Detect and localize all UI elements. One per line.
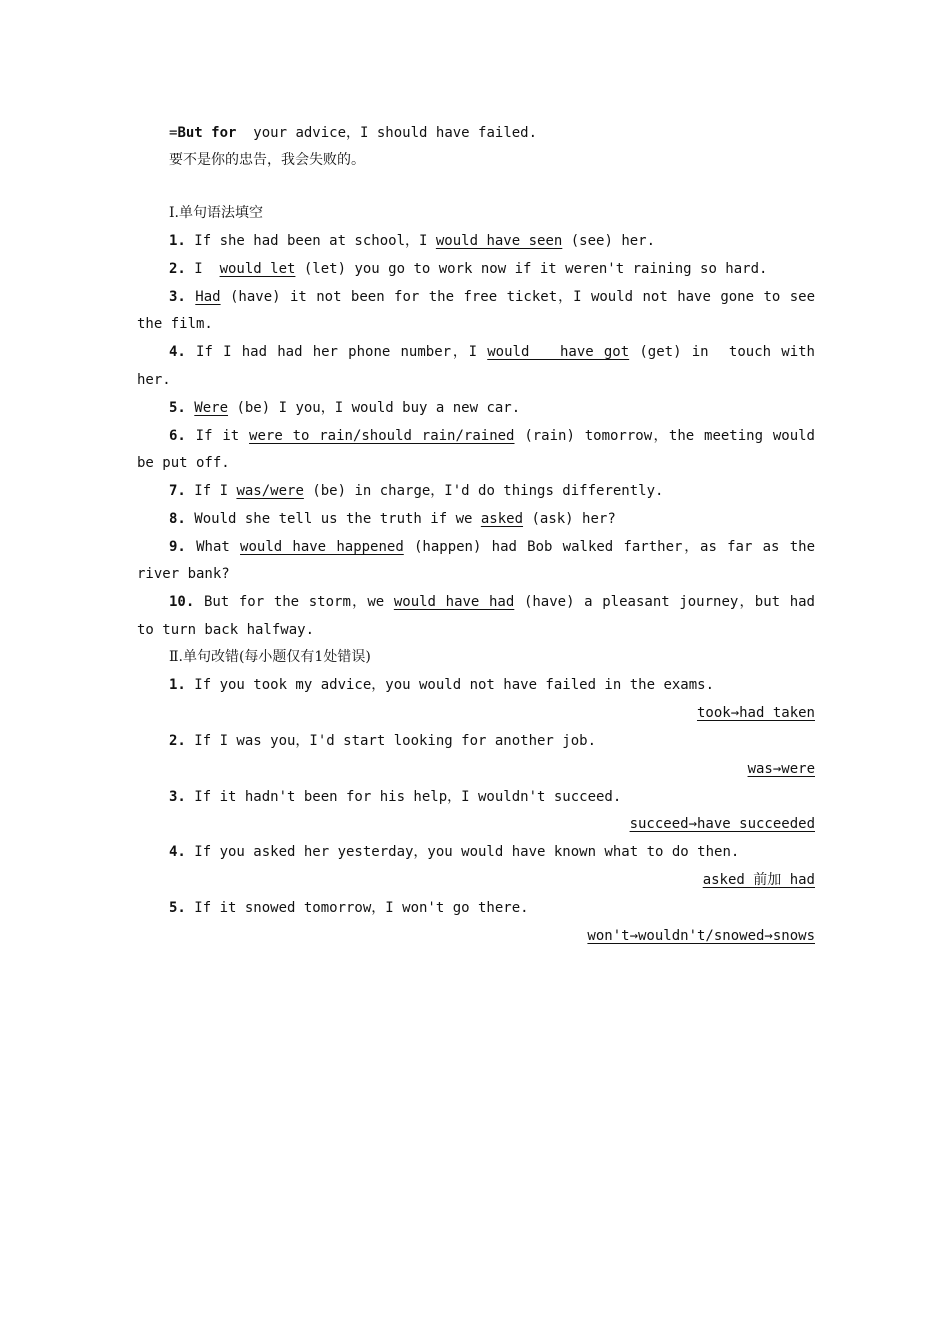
s1-item-10-continued: to turn back halfway. (137, 622, 315, 638)
s1-item-10: 10. But for the storm，we would have had (have) a pleasant journey，but had (169, 594, 815, 610)
s2-item-5-answer: won't→wouldn't/snowed→snows (587, 928, 815, 944)
s1-item-8: 8. Would she tell us the truth if we asked (ask) her? (169, 511, 616, 527)
s2-item-1-answer: took→had taken (696, 705, 815, 721)
s1-item-2: 2. I would let (let) you go to work now if it weren't raining so hard. (169, 261, 768, 277)
but-for-phrase: But for (177, 125, 237, 141)
s2-item-3: 3. If it hadn't been for his help，I wouldn't succeed. (169, 789, 622, 805)
s2-item-2-answer: was→were (747, 761, 815, 777)
s1-item-9-continued: river bank? (137, 566, 230, 582)
s1-item-4-continued: her. (137, 372, 171, 388)
s1-item-9: 9. What would have happened (happen) had Bob walked farther，as far as the (169, 539, 815, 555)
intro-chinese-translation: 要不是你的忠告，我会失败的。 (169, 152, 365, 168)
answer: would have had (393, 594, 515, 610)
intro-equivalent-sentence (169, 122, 815, 144)
s1-item-5: 5. Were (be) I you，I would buy a new car. (169, 400, 521, 416)
section-2-title: Ⅱ.单句改错(每小题仅有1处错误) (169, 649, 371, 665)
section-1-title: Ⅰ.单句语法填空 (169, 205, 263, 221)
s2-item-2: 2. If I was you，I'd start looking for another job. (169, 733, 597, 749)
s2-item-1: 1. If you took my advice，you would not have failed in the exams. (169, 677, 715, 693)
s1-item-6-continued: be put off. (137, 455, 230, 471)
s1-item-1: 1. If she had been at school，I would have seen (see) her. (169, 233, 656, 249)
answer: asked (480, 511, 524, 527)
answer: would let (219, 261, 296, 277)
answer: would have got (487, 344, 630, 360)
s1-item-3: 3. Had (have) it not been for the free ticket，I would not have gone to see (169, 289, 815, 305)
s2-item-3-answer: succeed→have succeeded (629, 816, 815, 832)
s2-item-5: 5. If it snowed tomorrow，I won't go there. (169, 900, 529, 916)
answer: Had (195, 289, 221, 305)
answer: would have seen (435, 233, 563, 249)
answer: would have happened (240, 539, 404, 555)
s1-item-4: 4. If I had had her phone number，I would have got (get) in touch with (169, 344, 815, 360)
answer: Were (194, 400, 229, 416)
s1-item-3-continued: the film. (137, 316, 213, 332)
s2-item-4: 4. If you asked her yesterday，you would have known what to do then. (169, 844, 740, 860)
equals-sign: = (169, 125, 178, 141)
s2-item-4-answer: asked 前加 had (702, 872, 815, 888)
answer: were to rain/should rain/rained (249, 428, 515, 444)
s1-item-6: 6. If it were to rain/should rain/rained (rain) tomorrow，the meeting would (169, 428, 815, 444)
answer: was/were (236, 483, 304, 499)
intro-sentence-rest: your advice，I should have failed. (236, 125, 538, 141)
s1-item-7: 7. If I was/were (be) in charge，I'd do things differently. (169, 483, 664, 499)
